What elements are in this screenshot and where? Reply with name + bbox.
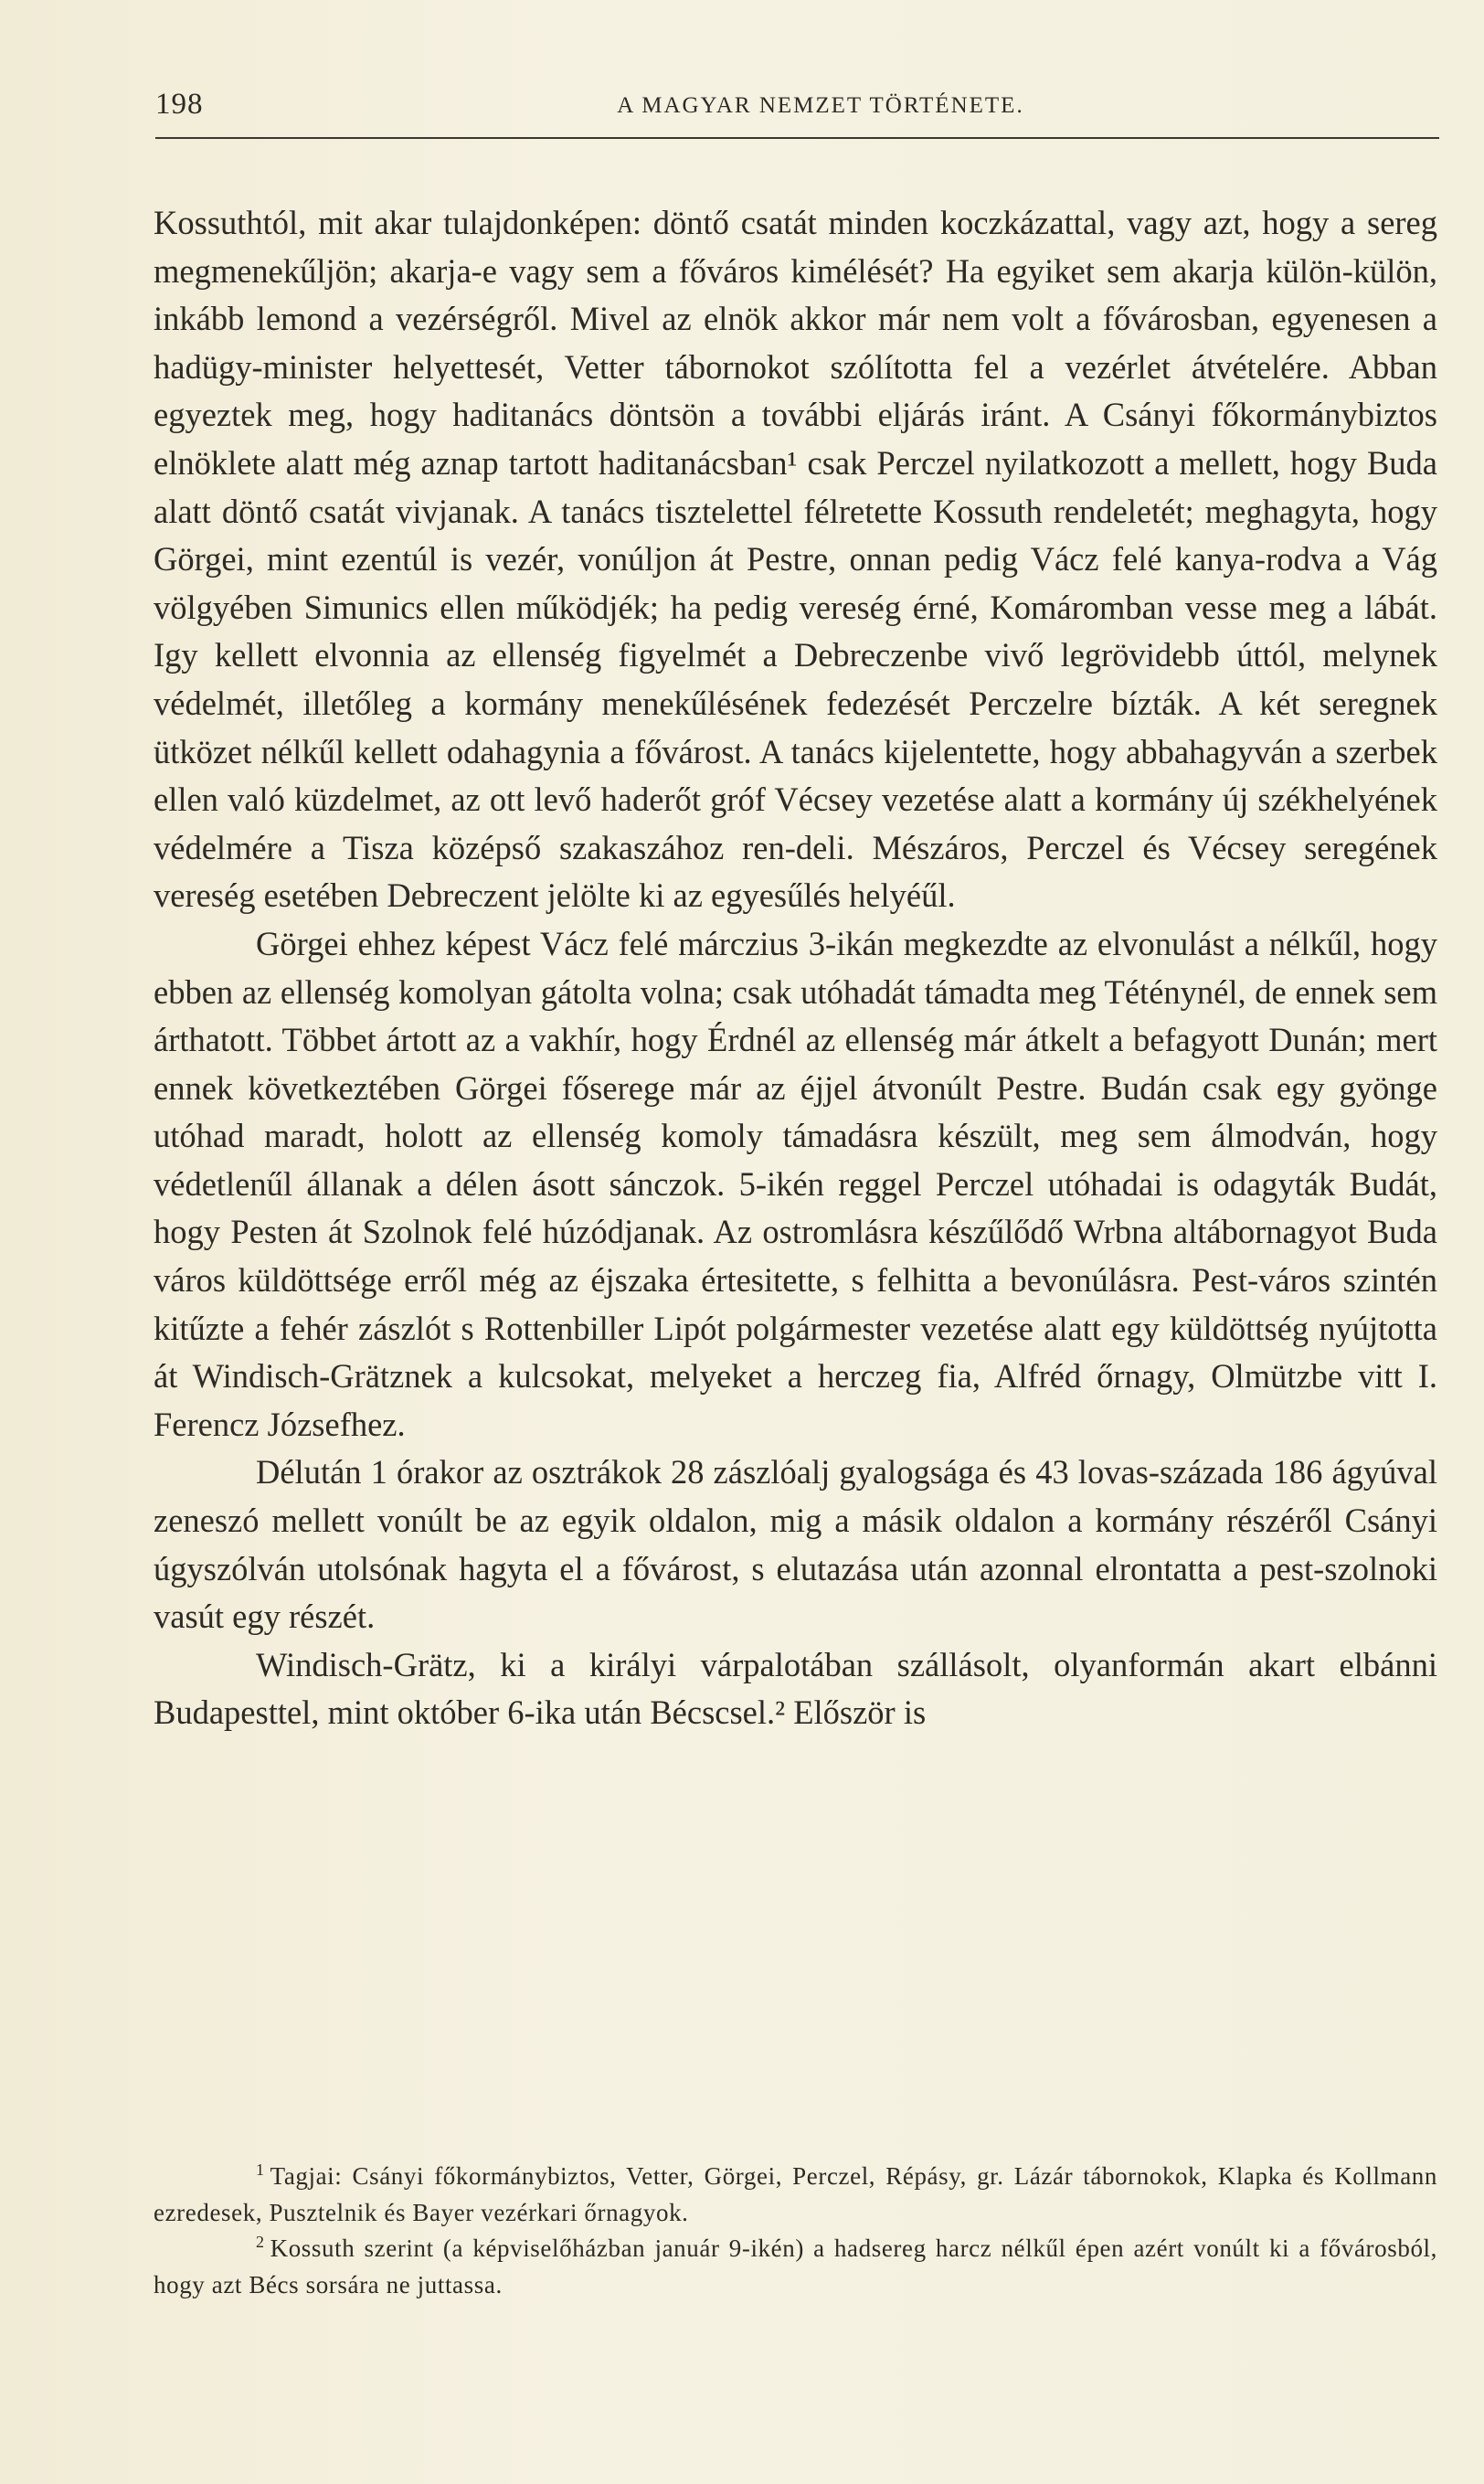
paragraph: Windisch-Grätz, ki a királyi várpalotában szállásolt, olyanformán akart elbánni Budapesttel, mint október 6-ika után Bécscsel.² Először is <box>154 1645 1437 1732</box>
header-rule <box>155 137 1439 139</box>
page-header <box>155 88 1439 137</box>
footnote-marker: 1 <box>256 2160 265 2179</box>
paragraph: Délután 1 órakor az osztrákok 28 zászlóalj gyalogsága és 43 lovas-százada 186 ágyúval zeneszó mellett vonúlt be az egyik oldalon, mig a másik oldalon a kormány részéről Csányi úgyszólván utolsónak hagyta el a fővárost, s elutazása után azonnal elrontatta a pest-szolnoki vasút egy részét. <box>154 1453 1437 1636</box>
page-number: 198 <box>155 88 204 121</box>
running-title: A MAGYAR NEMZET TÖRTÉNETE. <box>617 93 1024 118</box>
footnote <box>154 2231 1437 2303</box>
footnote-text: Tagjai: Csányi főkormánybiztos, Vetter, Görgei, Perczel, Répásy, gr. Lázár tábornokok, Klapka és Kollmann ezredesek, Pusztelnik és Bayer vezérkari őrnagyok. <box>154 2162 1437 2226</box>
footnote-marker: 2 <box>256 2233 265 2251</box>
main-text <box>154 199 1437 1737</box>
footnote <box>154 2159 1437 2231</box>
paragraph: Kossuthtól, mit akar tulajdonképen: döntő csatát minden koczkázattal, vagy azt, hogy a sereg megmenekűljön; akarja-e vagy sem a főváros kimélését? Ha egyiket sem akarja külön-külön, inkább lemond a vezérségről. Mivel az elnök akkor már nem volt a fővárosban, egyenesen a hadügy-minister helyettesét, Vetter tábornokot szólította fel a vezérlet átvételére. Abban egyeztek meg, hogy haditanács döntsön a további eljárás iránt. A Csányi főkormánybiztos elnöklete alatt még aznap tartott haditanácsban¹ csak Perczel nyilatkozott a mellett, hogy Buda alatt döntő csatát vivjanak. A tanács tisztelettel félretette Kossuth rendeletét; meghagyta, hogy Görgei, mint ezentúl is vezér, vonúljon át Pestre, onnan pedig Vácz felé kanya-rodva a Vág völgyében Simunics ellen működjék; ha pedig vereség érné, Komáromban vesse meg a lábát. Igy kellett elvonnia az ellenség figyelmét a Debreczenbe vivő legrövidebb úttól, melynek védelmét, illetőleg a kormány menekűlésének fedezését Perczelre bízták. A két seregnek ütközet nélkűl kellett odahagynia a fővárost. A tanács kijelentette, hogy abbahagyván a szerbek ellen való küzdelmet, az ott levő haderőt gróf Vécsey vezetése alatt a kormány új székhelyének védelmére a Tisza középső szakaszához ren-deli. Mészáros, Perczel és Vécsey seregének vereség esetében Debreczent jelölte ki az egyesűlés helyéűl. <box>154 204 1437 915</box>
footnote-text: Kossuth szerint (a képviselőházban január 9-ikén) a hadsereg harcz nélkűl épen azért vonúlt ki a fővárosból, hogy azt Bécs sorsára ne juttassa. <box>154 2235 1437 2298</box>
footnotes <box>154 2159 1437 2303</box>
paragraph: Görgei ehhez képest Vácz felé márczius 3-ikán megkezdte az elvonulást a nélkűl, hogy ebben az ellenség komolyan gátolta volna; csak utóhadát támadta meg Téténynél, de ennek sem árthatott. Többet ártott az a vakhír, hogy Érdnél az ellenség már átkelt a befagyott Dunán; mert ennek következtében Görgei főserege már az éjjel átvonúlt Pestre. Budán csak egy gyönge utóhad maradt, holott az ellenség komoly támadásra készült, meg sem álmodván, hogy védetlenűl állanak a délen ásott sánczok. 5-ikén reggel Perczel utóhadai is odagyták Budát, hogy Pesten át Szolnok felé húzódjanak. Az ostromlásra készűlődő Wrbna altábornagyot Buda város küldöttsége erről még az éjszaka értesitette, s felhitta a bevonúlásra. Pest-város szintén kitűzte a fehér zászlót s Rottenbiller Lipót polgármester vezetése alatt egy küldöttség nyújtotta át Windisch-Grätznek a kulcsokat, melyeket a herczeg fia, Alfréd őrnagy, Olmützbe vitt I. Ferencz Józsefhez. <box>154 924 1437 1443</box>
